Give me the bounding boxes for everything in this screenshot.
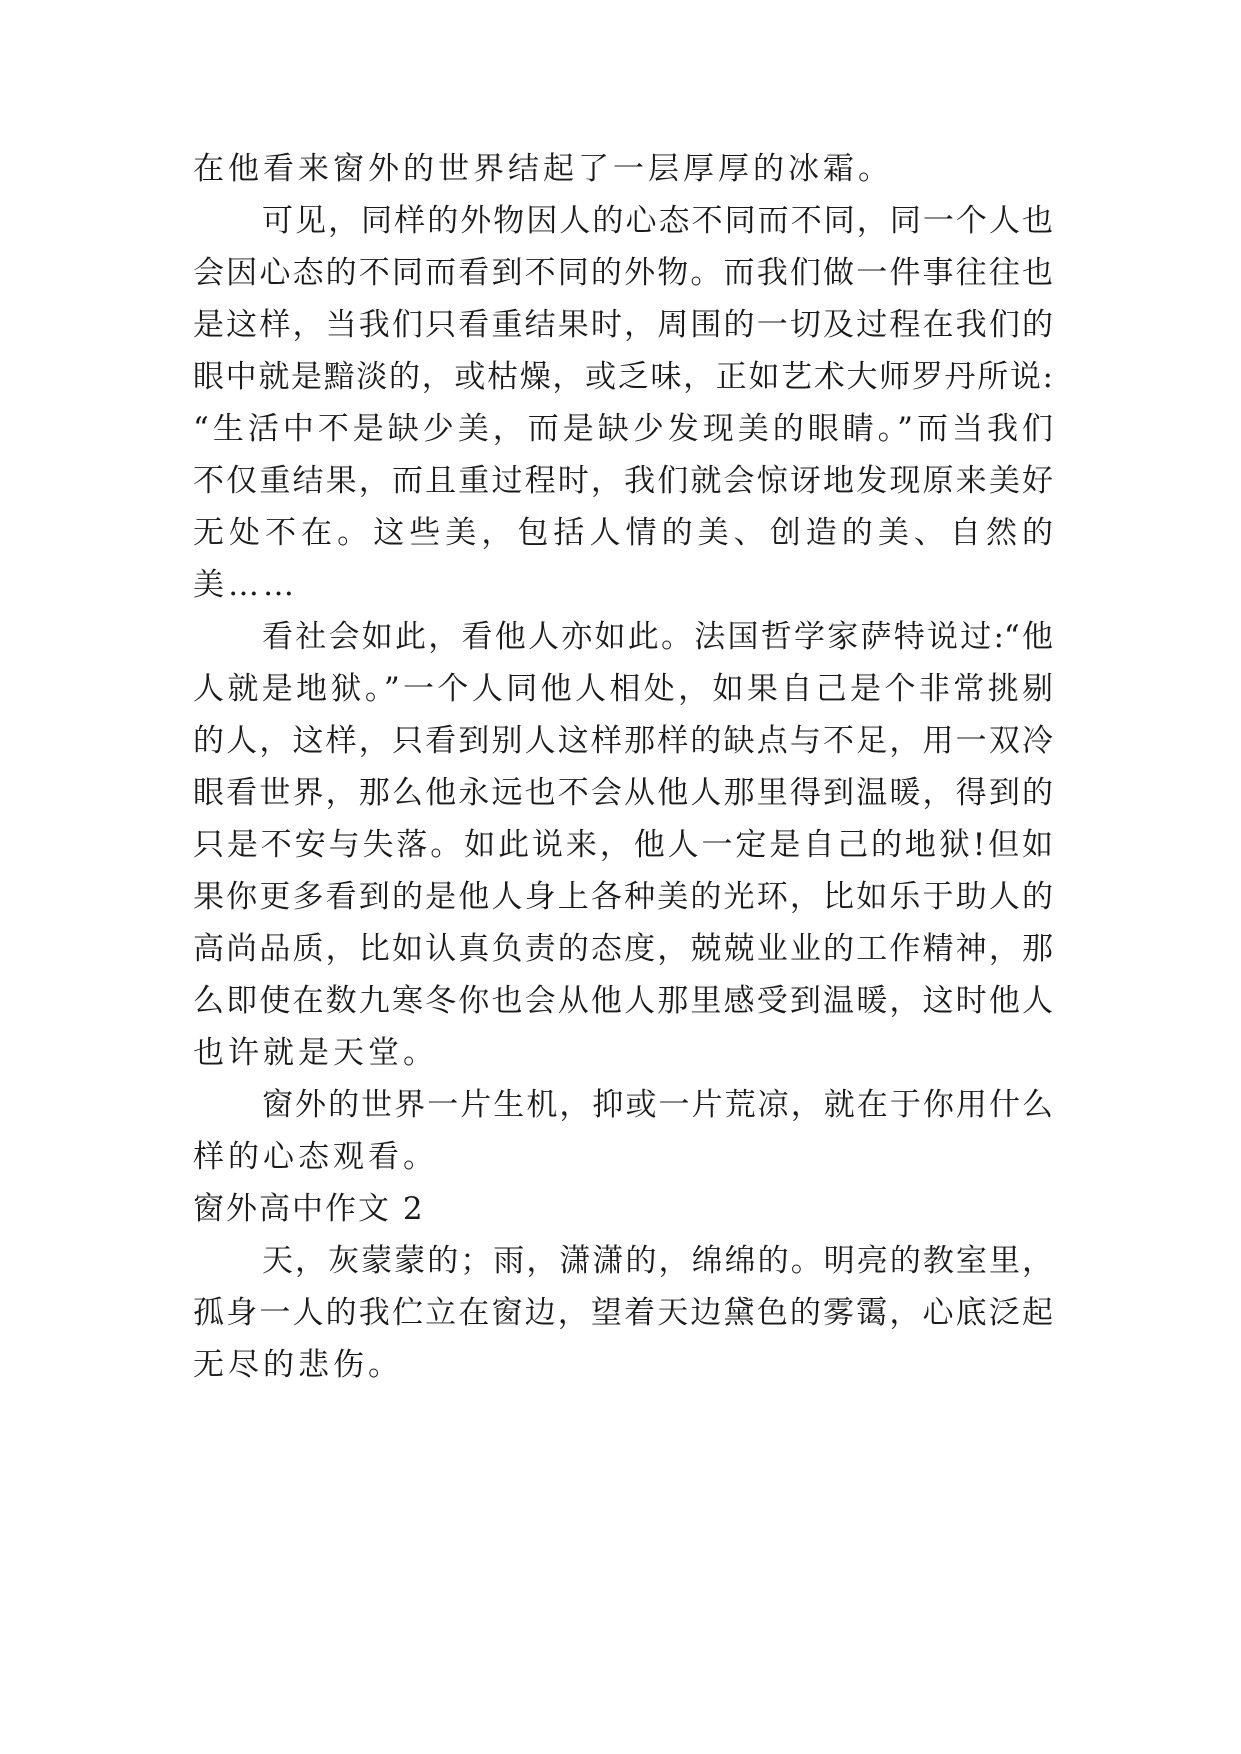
paragraph-line: 么即使在数九寒冬你也会从他人那里感受到温暖，这时他人 bbox=[193, 983, 1053, 1019]
paragraph-line: 高尚品质，比如认真负责的态度，兢兢业业的工作精神，那 bbox=[193, 931, 1053, 967]
paragraph-line: 不仅重结果，而且重过程时，我们就会惊讶地发现原来美好 bbox=[193, 463, 1053, 499]
paragraph-line: 天，灰蒙蒙的；雨，潇潇的，绵绵的。明亮的教室里， bbox=[262, 1243, 1053, 1279]
paragraph-line: 只是不安与失落。如此说来，他人一定是自己的地狱!但如 bbox=[193, 827, 1053, 863]
paragraph-line: 在他看来窗外的世界结起了一层厚厚的冰霜。 bbox=[193, 151, 893, 187]
paragraph-line: 看社会如此，看他人亦如此。法国哲学家萨特说过:“他 bbox=[262, 619, 1053, 655]
paragraph-line: 眼看世界，那么他永远也不会从他人那里得到温暖，得到的 bbox=[193, 775, 1053, 811]
paragraph-line: “生活中不是缺少美，而是缺少发现美的眼睛。”而当我们 bbox=[193, 411, 1053, 447]
paragraph-line: 果你更多看到的是他人身上各种美的光环，比如乐于助人的 bbox=[193, 879, 1053, 915]
paragraph-line: 是这样，当我们只看重结果时，周围的一切及过程在我们的 bbox=[193, 307, 1053, 343]
paragraph-line: 也许就是天堂。 bbox=[193, 1035, 438, 1071]
paragraph-line: 无处不在。这些美，包括人情的美、创造的美、自然的 bbox=[193, 515, 1053, 551]
paragraph-line: 美…… bbox=[193, 567, 298, 603]
paragraph-line: 孤身一人的我伫立在窗边，望着天边黛色的雾霭，心底泛起 bbox=[193, 1295, 1053, 1331]
paragraph-line: 可见，同样的外物因人的心态不同而不同，同一个人也 bbox=[262, 203, 1053, 239]
paragraph-line: 眼中就是黯淡的，或枯燥，或乏味，正如艺术大师罗丹所说: bbox=[193, 359, 1053, 395]
section-heading: 窗外高中作文 2 bbox=[193, 1191, 425, 1227]
paragraph-line: 人就是地狱。”一个人同他人相处，如果自己是个非常挑剔 bbox=[193, 671, 1053, 707]
paragraph-line: 样的心态观看。 bbox=[193, 1139, 438, 1175]
paragraph-line: 无尽的悲伤。 bbox=[193, 1347, 403, 1383]
paragraph-line: 的人，这样，只看到别人这样那样的缺点与不足，用一双冷 bbox=[193, 723, 1053, 759]
paragraph-line: 窗外的世界一片生机，抑或一片荒凉，就在于你用什么 bbox=[262, 1087, 1053, 1123]
paragraph-line: 会因心态的不同而看到不同的外物。而我们做一件事往往也 bbox=[193, 255, 1053, 291]
